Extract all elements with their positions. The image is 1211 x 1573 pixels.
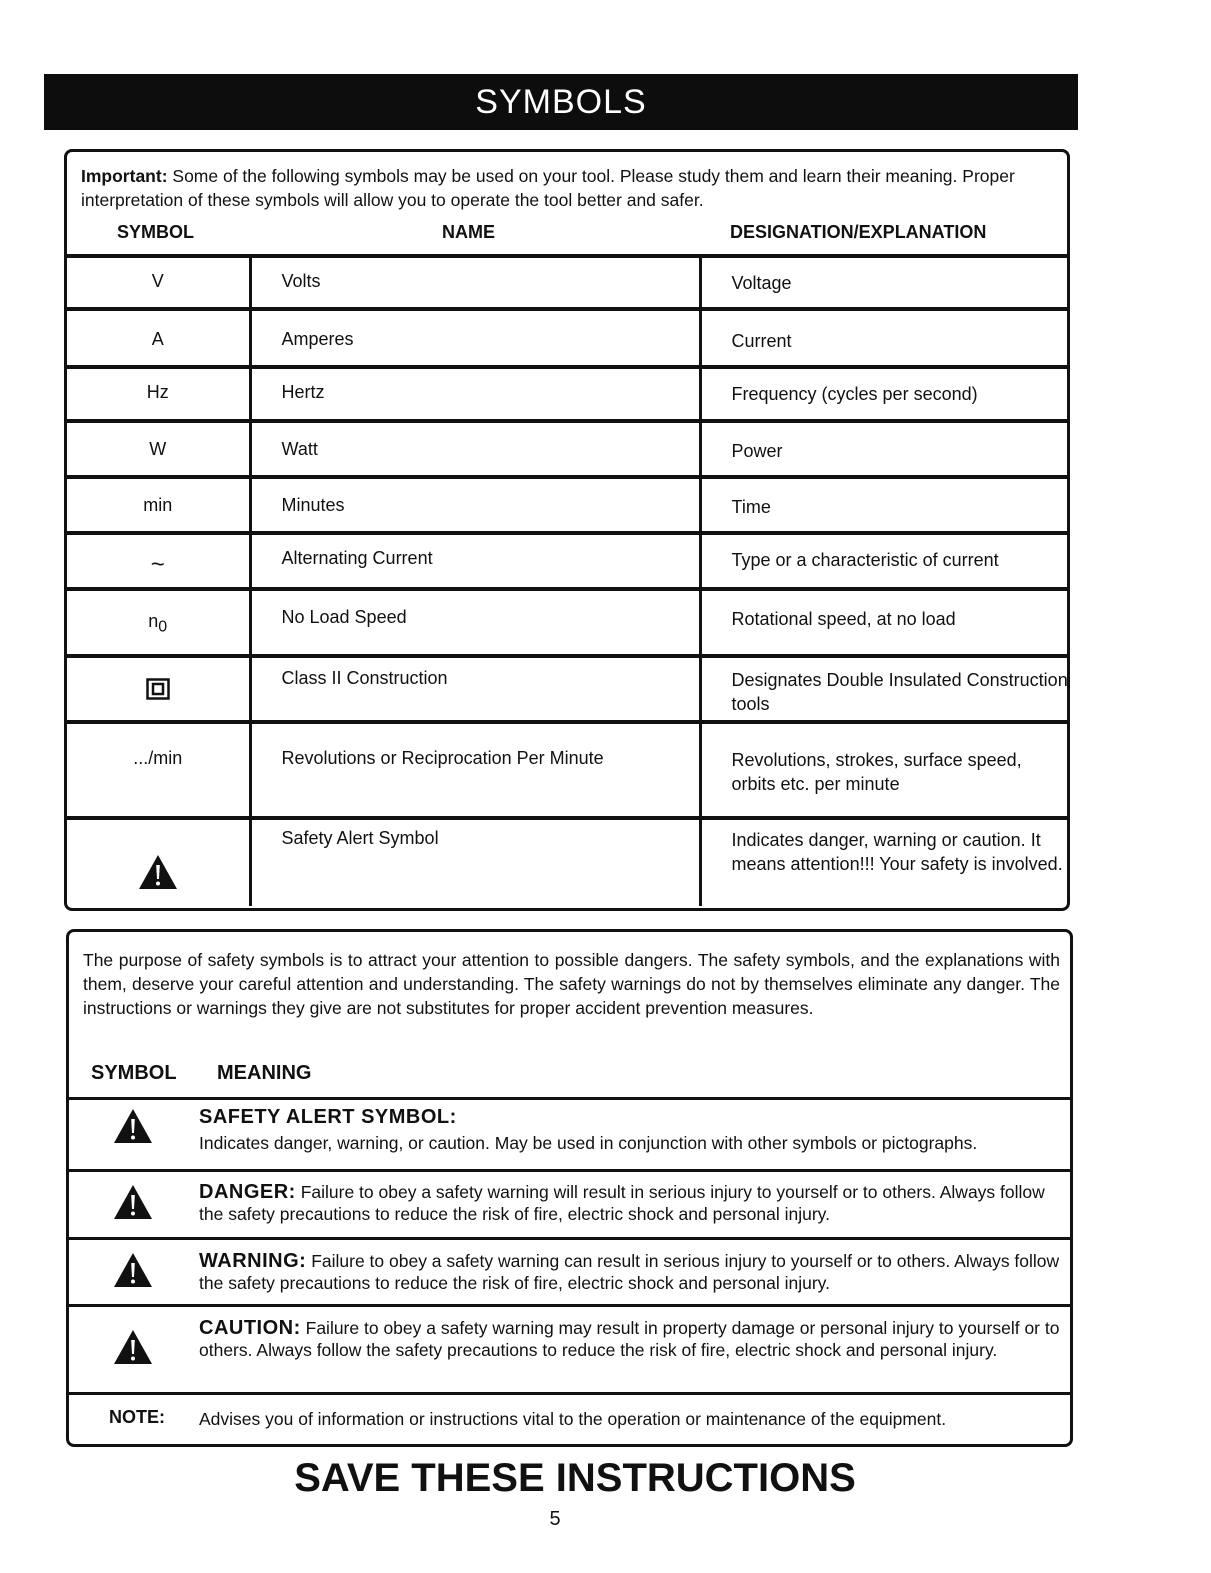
symbol-subscript: 0 [158,618,168,636]
name-cell: Alternating Current [281,548,433,568]
note-text: Advises you of information or instructions vital to the operation or maintenance of the equipment. [199,1409,947,1429]
meaning-row-warning [69,1237,1070,1304]
symbol-cell: V [151,271,164,291]
designation-cell: Voltage [731,273,792,293]
designation-cell: Time [731,497,771,517]
table-row [67,309,1069,367]
safety-alert-triangle-icon [113,1329,153,1365]
name-cell: Volts [281,271,321,291]
name-cell: Hertz [281,382,325,402]
table-row [67,656,1069,722]
meaning-row-caution [69,1304,1070,1392]
safety-meaning-box [66,929,1073,1447]
header-designation: DESIGNATION/EXPLANATION [730,222,987,242]
symbols-box [64,149,1070,911]
name-cell: No Load Speed [281,607,407,627]
safety-alert-triangle-icon [113,1252,153,1288]
table-row [67,589,1069,656]
table-row [67,367,1069,421]
meaning-description: Failure to obey a safety warning may result in property damage or personal injury to yourself or to others. Always follow the safety precautions to reduce the risk of fire, electric shock and personal injury. [199,1318,1060,1360]
meaning-title: CAUTION: [199,1317,301,1339]
header-symbol: SYMBOL [117,222,195,242]
page-banner-title: SYMBOLS [44,74,1078,130]
note-label: NOTE: [109,1407,165,1427]
designation-cell: Designates Double Insulated Construction tools [731,670,1068,714]
designation-cell: Rotational speed, at no load [731,609,956,629]
meaning-text [199,1317,1061,1361]
no-load-speed-symbol [67,591,249,637]
intro-label: Important: [81,166,168,186]
table-row [67,818,1069,906]
designation-cell: Power [731,441,783,461]
table-row [67,533,1069,589]
meaning-text [199,1106,1061,1154]
symbol-cell: A [151,329,164,349]
meaning-header-symbol: SYMBOL [91,1062,177,1084]
safety-alert-triangle-icon [113,1184,153,1220]
symbols-table [67,254,1069,906]
meaning-description: Indicates danger, warning, or caution. May be used in conjunction with other symbols or pictographs. [199,1133,978,1153]
safety-alert-triangle-icon [113,1108,153,1144]
intro-paragraph [81,164,1066,212]
meaning-description: Failure to obey a safety warning can result in serious injury to yourself or to others. Always follow the safety precautions to reduce the risk of fire, electric shock and personal injury. [199,1251,1060,1293]
symbol-cell: n [148,611,159,631]
symbol-cell: Hz [146,382,169,402]
footer-title: SAVE THESE INSTRUCTIONS [294,1456,856,1500]
table-row [67,421,1069,477]
meaning-text [199,1250,1061,1294]
meaning-description: Failure to obey a safety warning will result in serious injury to yourself or to others. Always follow the safety precautions to reduce the risk of fire, electric shock and personal injury. [199,1182,1045,1224]
designation-cell: Indicates danger, warning or caution. It means attention!!! Your safety is involved. [731,830,1063,874]
note-row [69,1392,1070,1444]
double-insulated-square-icon [67,658,249,705]
meaning-text [199,1181,1061,1225]
intro-text: Some of the following symbols may be used on your tool. Please study them and learn their meaning. Proper interpretation of these symbols will allow you to operate the tool better and safer. [81,166,1015,210]
table-row [67,256,1069,309]
meaning-header-meaning: MEANING [217,1062,312,1084]
meaning-row-safety-alert [69,1097,1070,1169]
designation-cell: Frequency (cycles per second) [731,384,978,404]
designation-cell: Revolutions, strokes, surface speed, orbits etc. per minute [731,750,1022,794]
symbol-cell: .../min [133,748,183,768]
designation-cell: Current [731,331,792,351]
meaning-title: SAFETY ALERT SYMBOL: [199,1106,457,1128]
meaning-title: WARNING: [199,1250,307,1272]
alternating-current-icon: ~ [150,551,165,578]
safety-alert-triangle-icon [67,820,249,895]
name-cell: Watt [281,439,318,459]
table-row [67,477,1069,533]
page-number: 5 [549,1508,561,1530]
name-cell: Minutes [281,495,345,515]
purpose-paragraph: The purpose of safety symbols is to attract your attention to possible dangers. The safety symbols, and the explanations with them, deserve your careful attention and understanding. The safety warnings do not by themselves eliminate any danger. The instructions or warnings they give are not substitutes for proper accident prevention measures. [83,950,1060,1018]
name-cell: Amperes [281,329,354,349]
symbol-cell: W [149,439,167,459]
name-cell: Class II Construction [281,668,448,688]
designation-cell: Type or a characteristic of current [731,550,999,570]
header-name: NAME [442,222,495,242]
meaning-title: DANGER: [199,1181,296,1203]
name-cell: Safety Alert Symbol [281,828,439,848]
name-cell: Revolutions or Reciprocation Per Minute [281,748,604,768]
table-row [67,722,1069,818]
symbol-cell: min [143,495,173,515]
meaning-row-danger [69,1169,1070,1237]
